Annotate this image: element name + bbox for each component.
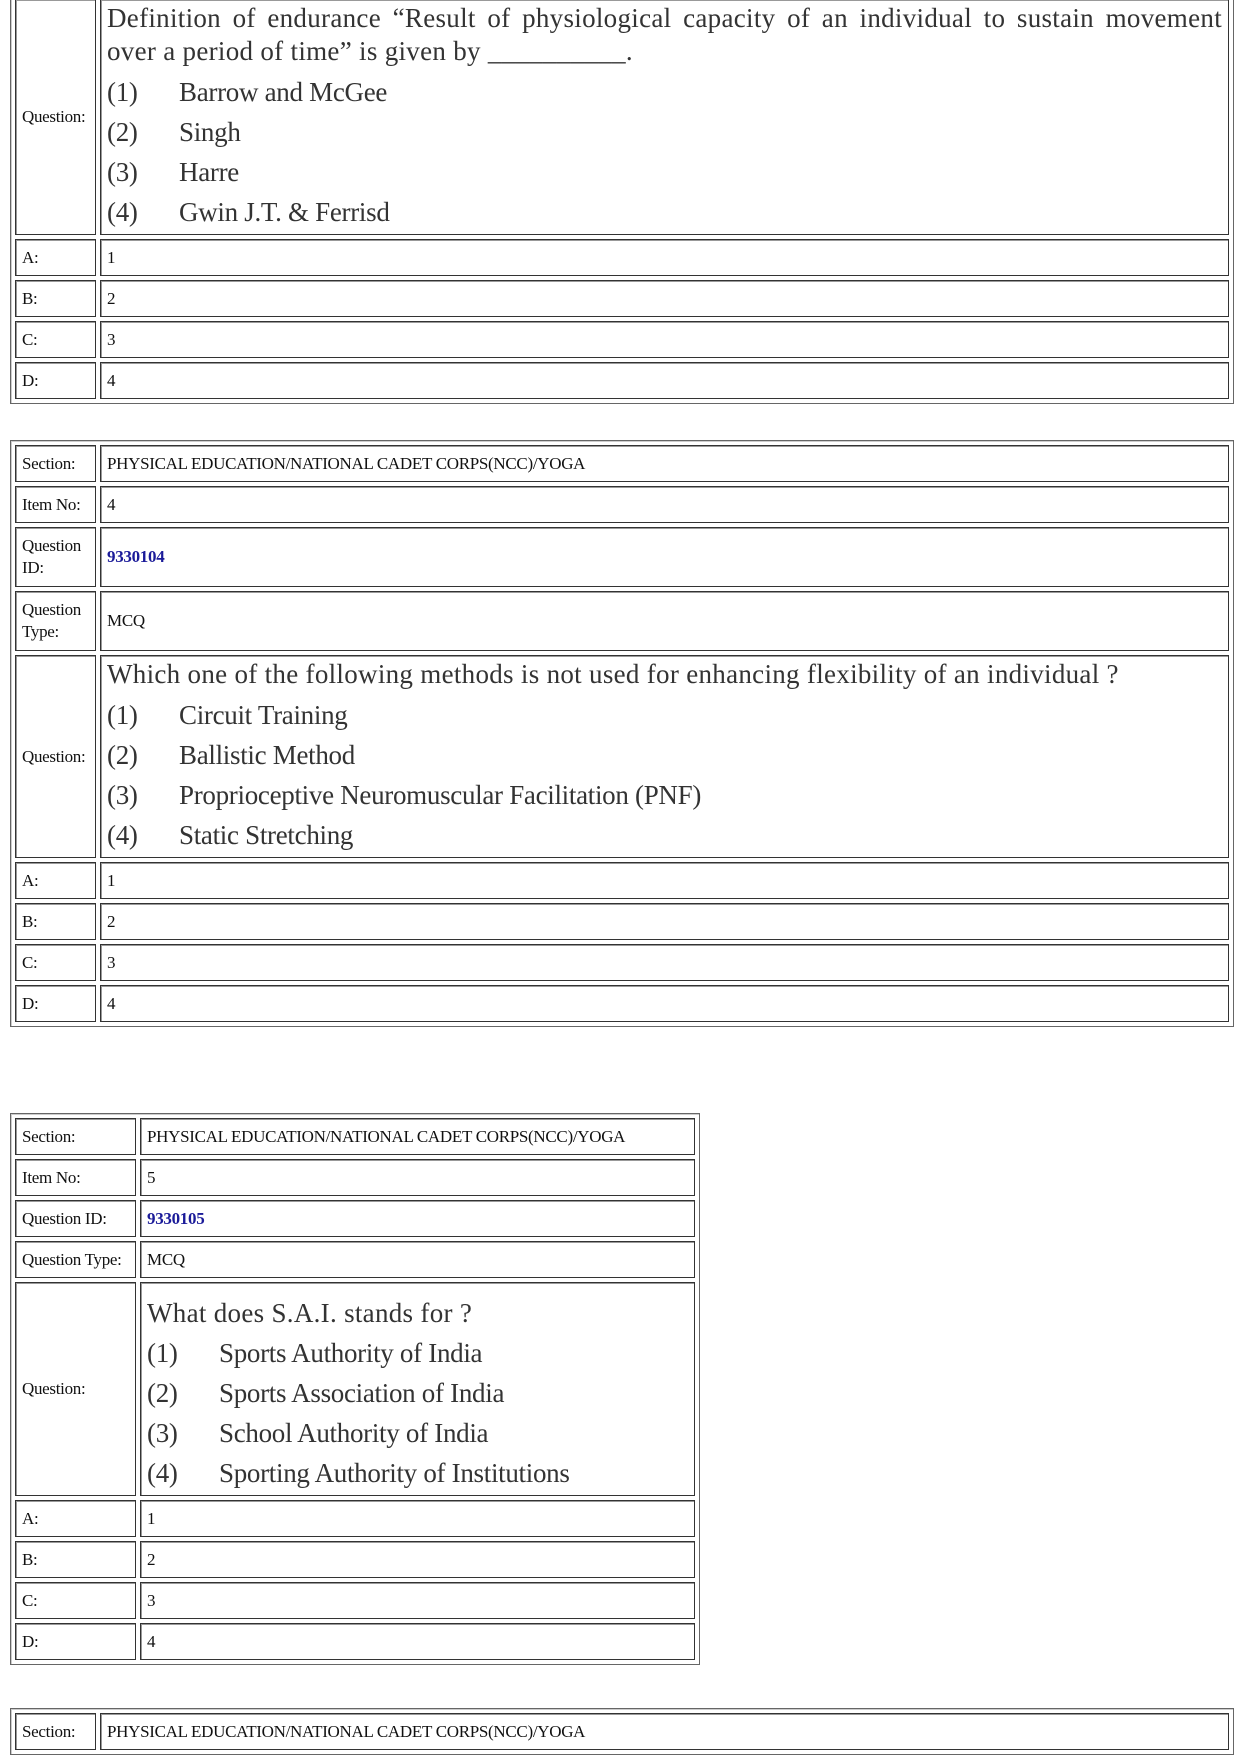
- answer-row-b: [15, 280, 1229, 317]
- answer-label-a: A:: [15, 862, 96, 899]
- option-2: (2) Sports Association of India: [147, 1378, 505, 1408]
- question-row: [15, 655, 1229, 858]
- question-type-value: MCQ: [100, 591, 1229, 651]
- question-type-row: [15, 591, 1229, 651]
- question-id-label: Question ID:: [15, 1200, 136, 1237]
- question-box: [100, 0, 1229, 235]
- answer-row-d: [15, 985, 1229, 1022]
- question-table-5: [10, 1113, 700, 1665]
- answer-value-c: 3: [140, 1582, 695, 1619]
- answer-row-c: [15, 1582, 695, 1619]
- question-id-row: [15, 527, 1229, 587]
- option-4: (4) Sporting Authority of Institutions: [147, 1458, 570, 1488]
- option-2: (2) Ballistic Method: [107, 740, 355, 770]
- question-label: Question:: [15, 655, 96, 858]
- answer-row-b: [15, 903, 1229, 940]
- question-text: Which one of the following methods is not used for enhancing flexibility of an individual ?: [107, 659, 1119, 689]
- answer-label-b: B:: [15, 903, 96, 940]
- answer-label-b: B:: [15, 1541, 136, 1578]
- answer-label-c: C:: [15, 1582, 136, 1619]
- section-value: PHYSICAL EDUCATION/NATIONAL CADET CORPS(NCC)/YOGA: [100, 445, 1229, 482]
- option-1: (1) Barrow and McGee: [107, 77, 388, 107]
- item-no-label: Item No:: [15, 486, 96, 523]
- item-no-label: Item No:: [15, 1159, 136, 1196]
- answer-value-a: 1: [140, 1500, 695, 1537]
- section-label: Section:: [15, 445, 96, 482]
- answer-row-a: [15, 1500, 695, 1537]
- section-value: PHYSICAL EDUCATION/NATIONAL CADET CORPS(NCC)/YOGA: [140, 1118, 695, 1155]
- answer-value-b: 2: [100, 903, 1229, 940]
- question-row: [15, 1282, 695, 1496]
- answer-row-d: [15, 1623, 695, 1660]
- question-id-value: 9330104: [100, 527, 1229, 587]
- section-label: Section:: [15, 1118, 136, 1155]
- answer-label-b: B:: [15, 280, 96, 317]
- question-table-3: [10, 0, 1234, 404]
- section-value: PHYSICAL EDUCATION/NATIONAL CADET CORPS(NCC)/YOGA: [100, 1713, 1229, 1750]
- answer-value-b: 2: [100, 280, 1229, 317]
- section-label: Section:: [15, 1713, 96, 1750]
- answer-row-d: [15, 362, 1229, 399]
- question-label: Question:: [15, 0, 96, 235]
- question-text: Definition of endurance “Result of physiological capacity of an individual to sustain movement over a period of time” is given by __________.: [107, 3, 1222, 66]
- answer-value-c: 3: [100, 944, 1229, 981]
- answer-label-c: C:: [15, 321, 96, 358]
- answer-label-c: C:: [15, 944, 96, 981]
- answer-value-d: 4: [140, 1623, 695, 1660]
- answer-value-a: 1: [100, 862, 1229, 899]
- answer-row-b: [15, 1541, 695, 1578]
- question-box: [140, 1282, 695, 1496]
- answer-value-a: 1: [100, 239, 1229, 276]
- question-type-label: Question Type:: [15, 591, 96, 651]
- answer-label-d: D:: [15, 362, 96, 399]
- option-3: (3) Proprioceptive Neuromuscular Facilitation (PNF): [107, 780, 702, 810]
- option-3: (3) School Authority of India: [147, 1418, 489, 1448]
- item-no-value: 4: [100, 486, 1229, 523]
- answer-label-d: D:: [15, 1623, 136, 1660]
- answer-row-c: [15, 321, 1229, 358]
- option-3: (3) Harre: [107, 157, 239, 187]
- option-4: (4) Gwin J.T. & Ferrisd: [107, 197, 390, 227]
- question-text: What does S.A.I. stands for ?: [147, 1298, 473, 1328]
- answer-row-a: [15, 239, 1229, 276]
- question-table-4: [10, 440, 1234, 1027]
- option-2: (2) Singh: [107, 117, 241, 147]
- item-no-value: 5: [140, 1159, 695, 1196]
- answer-label-d: D:: [15, 985, 96, 1022]
- section-row: [15, 1118, 695, 1155]
- answer-value-d: 4: [100, 985, 1229, 1022]
- item-no-row: [15, 1159, 695, 1196]
- question-table-6: [10, 1708, 1234, 1755]
- answer-value-c: 3: [100, 321, 1229, 358]
- answer-value-d: 4: [100, 362, 1229, 399]
- answer-row-c: [15, 944, 1229, 981]
- question-type-row: [15, 1241, 695, 1278]
- question-id-label: Question ID:: [15, 527, 96, 587]
- answer-label-a: A:: [15, 1500, 136, 1537]
- section-row: [15, 1713, 1229, 1750]
- question-box: [100, 655, 1229, 858]
- option-1: (1) Circuit Training: [107, 700, 348, 730]
- option-1: (1) Sports Authority of India: [147, 1338, 483, 1368]
- question-id-value: 9330105: [140, 1200, 695, 1237]
- option-4: (4) Static Stretching: [107, 820, 354, 850]
- item-no-row: [15, 486, 1229, 523]
- question-row: [15, 0, 1229, 235]
- section-row: [15, 445, 1229, 482]
- question-type-value: MCQ: [140, 1241, 695, 1278]
- answer-label-a: A:: [15, 239, 96, 276]
- answer-value-b: 2: [140, 1541, 695, 1578]
- answer-row-a: [15, 862, 1229, 899]
- question-type-label: Question Type:: [15, 1241, 136, 1278]
- question-label: Question:: [15, 1282, 136, 1496]
- question-id-row: [15, 1200, 695, 1237]
